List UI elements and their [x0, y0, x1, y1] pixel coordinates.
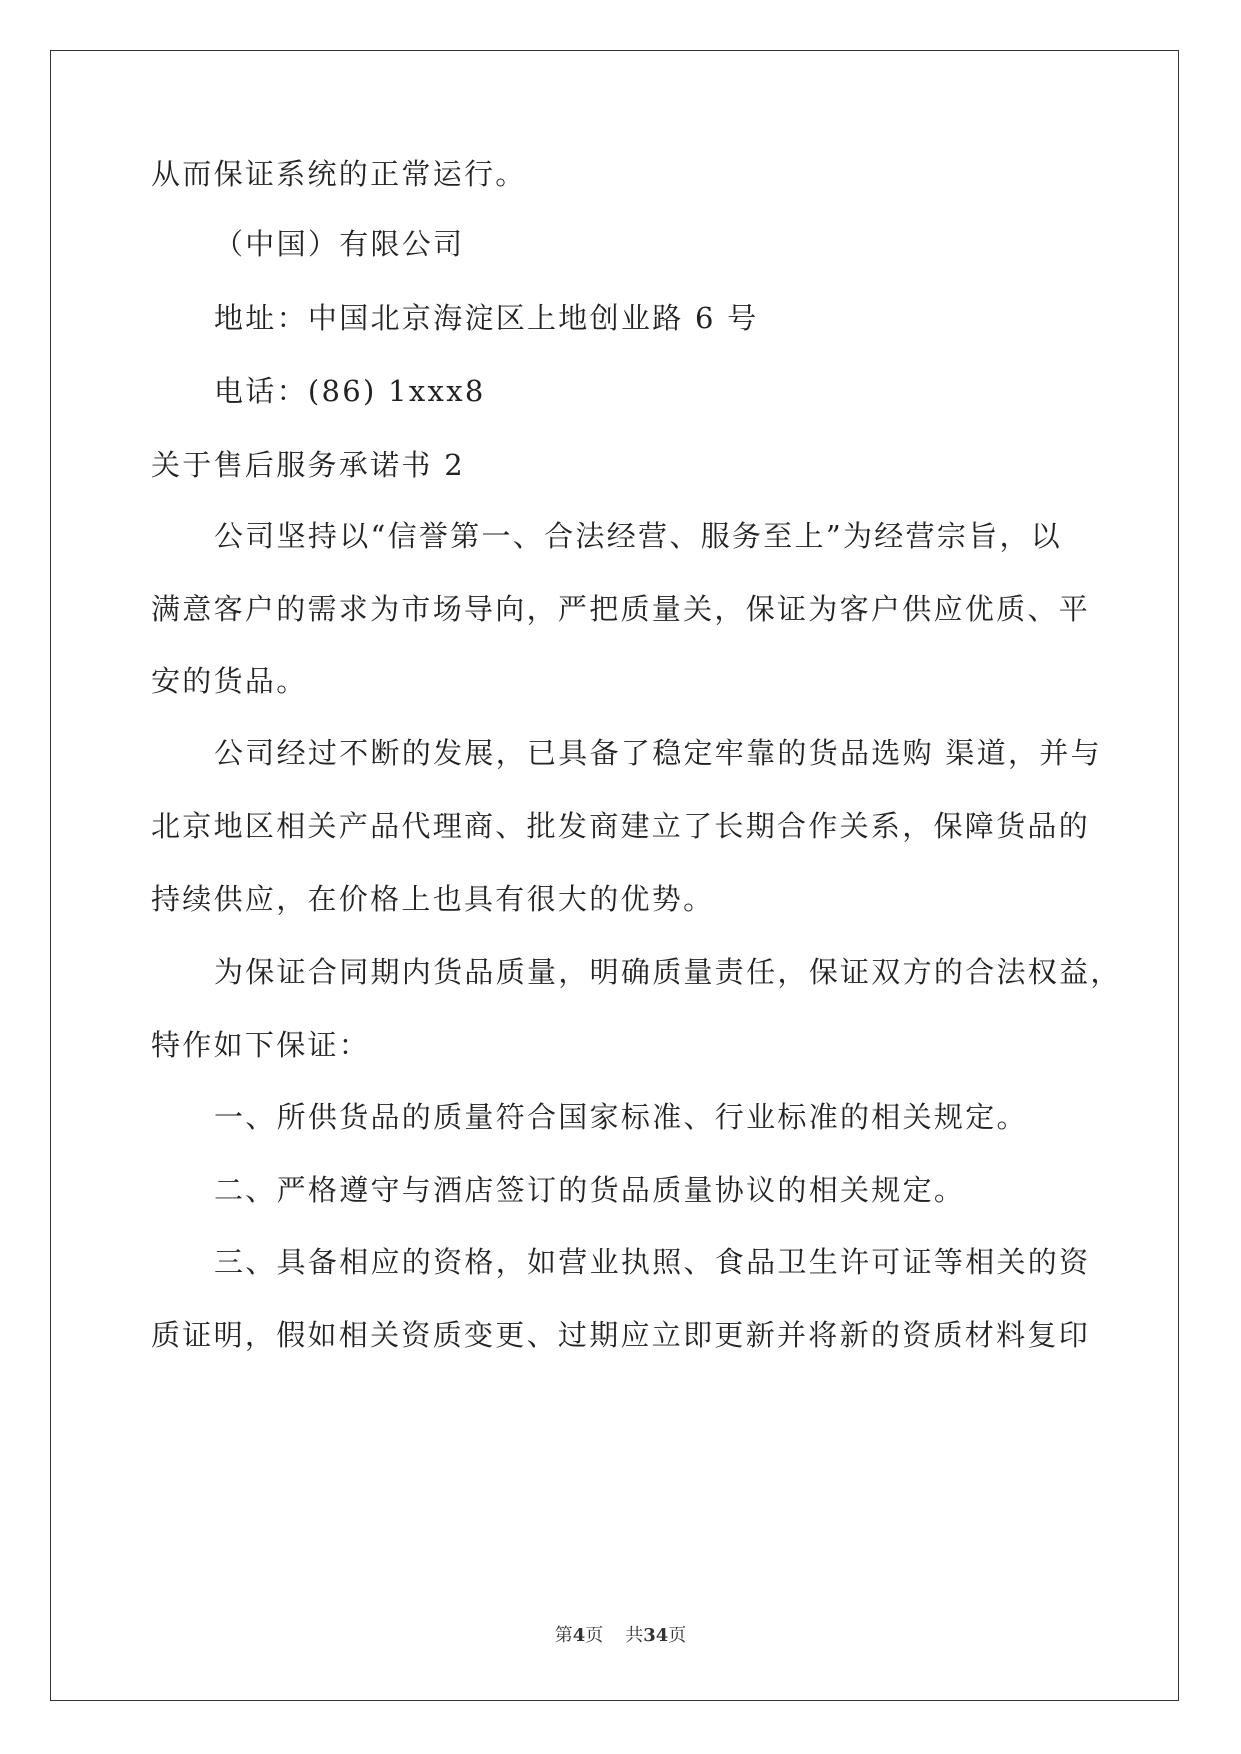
total-suffix: 页: [668, 1625, 687, 1646]
section-title: 关于售后服务承诺书 2: [151, 448, 465, 482]
list-item: 一、所供货品的质量符合国家标准、行业标准的相关规定。: [214, 1100, 1028, 1134]
paragraph-line: 公司经过不断的发展，已具备了稳定牢靠的货品选购 渠道，并与: [214, 736, 1102, 770]
list-item: 三、具备相应的资格，如营业执照、食品卫生许可证等相关的资: [214, 1245, 1091, 1279]
paragraph-line: 持续供应，在价格上也具有很大的优势。: [151, 882, 715, 916]
company-phone: 电话：(86) 1xxx8: [214, 374, 486, 408]
company-address: 地址：中国北京海淀区上地创业路 6 号: [214, 301, 759, 335]
list-item: 二、严格遵守与酒店签订的货品质量协议的相关规定。: [214, 1173, 966, 1207]
paragraph-line: 北京地区相关产品代理商、批发商建立了长期合作关系，保障货品的: [151, 809, 1091, 843]
paragraph-line: 满意客户的需求为市场导向，严把质量关，保证为客户供应优质、平: [151, 592, 1091, 626]
page-suffix: 页: [585, 1625, 604, 1646]
paragraph-line: 为保证合同期内货品质量，明确质量责任，保证双方的合法权益，: [214, 955, 1122, 989]
paragraph-line: 从而保证系统的正常运行。: [151, 157, 527, 191]
total-pages: 34: [643, 1625, 669, 1646]
paragraph-line: 安的货品。: [151, 664, 308, 698]
paragraph-line: 公司坚持以“信誉第一、合法经营、服务至上”为经营宗旨，以: [214, 519, 1063, 553]
paragraph-line: 质证明，假如相关资质变更、过期应立即更新并将新的资质材料复印: [151, 1318, 1091, 1352]
total-prefix: 共: [625, 1625, 644, 1646]
page-number: 4: [572, 1625, 586, 1646]
paragraph-line: 特作如下保证：: [151, 1028, 371, 1062]
page-prefix: 第: [554, 1625, 573, 1646]
company-name: （中国）有限公司: [214, 227, 465, 261]
page-footer: [0, 1624, 1241, 1648]
